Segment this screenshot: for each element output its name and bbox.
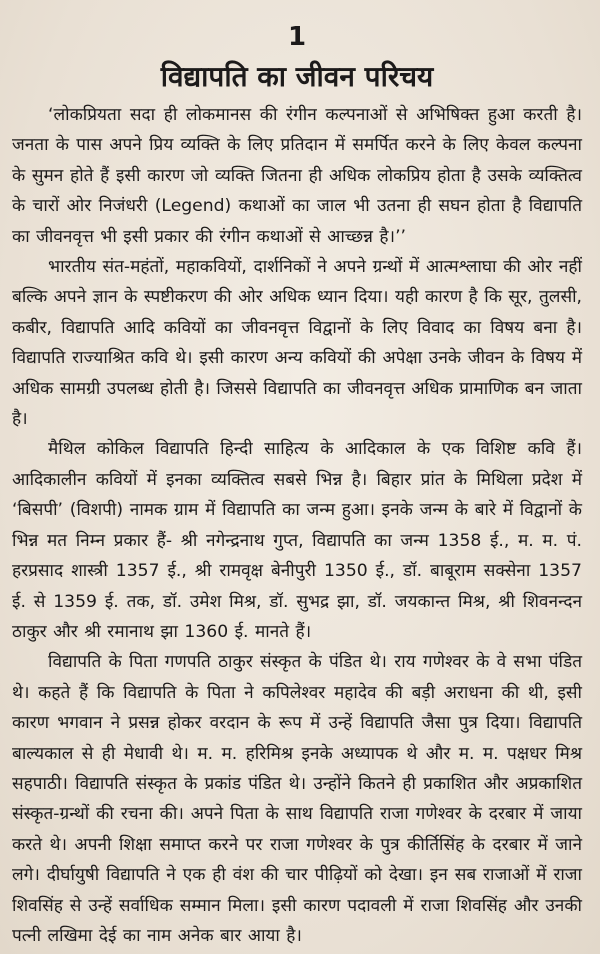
paragraph-2: मैथिल कोकिल विद्यापति हिन्दी साहित्य के आदिकाल के एक विशिष्ट कवि हैं। आदिकालीन कवियों में इनका व्यक्तित्व सबसे भिन्न है। बिहार प्रांत के मिथिला प्रदेश में ‘बिसपी’ (विशपी) नामक ग्राम में विद्यापति का जन्म हुआ। इनके जन्म के बारे में विद्वानों के भिन्न मत निम्न प्रकार हैं- श्री नगेन्द्रनाथ गुप्त, विद्यापति का जन्म 1358 ई., म. म. पं. हरप्रसाद शास्त्री 1357 ई., श्री रामवृक्ष बेनीपुरी 1350 ई., डॉ. बाबूराम सक्सेना 1357 ई. से 1359 ई. तक, डॉ. उमेश मिश्र, डॉ. सुभद्र झा, डॉ. जयकान्त मिश्र, श्री शिवनन्दन ठाकुर और श्री रमानाथ झा 1360 ई. मानते हैं। (12, 439, 582, 642)
chapter-title: विद्यापति का जीवन परिचय (160, 60, 434, 93)
paragraph-3: विद्यापति के पिता गणपति ठाकुर संस्कृत के पंडित थे। राय गणेश्वर के वे सभा पंडित थे। कहते हैं कि विद्यापति के पिता ने कपिलेश्वर महादेव की बड़ी अराधना की थी, इसी कारण भगवान ने प्रसन्न होकर वरदान के रूप में उन्हें विद्यापति जैसा पुत्र दिया। विद्यापति बाल्यकाल से ही मेधावी थे। म. म. हरिमिश्र इनके अध्यापक थे और म. म. पक्षधर मिश्र सहपाठी। विद्यापति संस्कृत के प्रकांड पंडित थे। उन्होंने कितने ही प्रकाशित और अप्रकाशित संस्कृत-ग्रन्थों की रचना की। अपने पिता के साथ विद्यापति राजा गणेश्वर के दरबार में जाया करते थे। अपनी शिक्षा समाप्त करने पर राजा गणेश्वर के पुत्र कीर्तिसिंह के दरबार में जाने लगे। दीर्घायुषी विद्यापति ने एक ही वंश की चार पीढ़ियों को देखा। इन सब राजाओं में राजा शिवसिंह से उन्हें सर्वाधिक सम्मान मिला। इसी कारण पदावली में राजा शिवसिंह और उनकी पत्नी लखिमा देई का नाम अनेक बार आया है। (12, 652, 582, 946)
paragraph-quote: ‘लोकप्रियता सदा ही लोकमानस की रंगीन कल्पनाओं से अभिषिक्त हुआ करती है। जनता के पास अपने प्रिय व्यक्ति के लिए प्रतिदान में समर्पित करने के लिए केवल कल्पना के सुमन होते हैं इसी कारण जो व्यक्ति जितना ही अधिक लोकप्रिय होता है उसके व्यक्तित्व के चारों ओर निजंधरी (Legend) कथाओं का जाल भी उतना ही सघन होता है विद्यापति का जीवनवृत्त भी इसी प्रकार की रंगीन कथाओं से आच्छन्न है।’’ (12, 105, 582, 247)
paragraph-1: भारतीय संत-महंतों, महाकवियों, दार्शनिकों ने अपने ग्रन्थों में आत्मश्लाघा की ओर नहीं बल्कि अपने ज्ञान के स्पष्टीकरण की ओर अधिक ध्यान दिया। यही कारण है कि सूर, तुलसी, कबीर, विद्यापति आदि कवियों का जीवनवृत्त विद्वानों के लिए विवाद का विषय बना है। विद्यापति राज्याश्रित कवि थे। इसी कारण अन्य कवियों की अपेक्षा उनके जीवन के विषय में अधिक सामग्री उपलब्ध होती है। जिससे विद्यापति का जीवनवृत्त अधिक प्रामाणिक बन जाता है। (12, 257, 583, 430)
chapter-number: 1 (287, 22, 307, 52)
